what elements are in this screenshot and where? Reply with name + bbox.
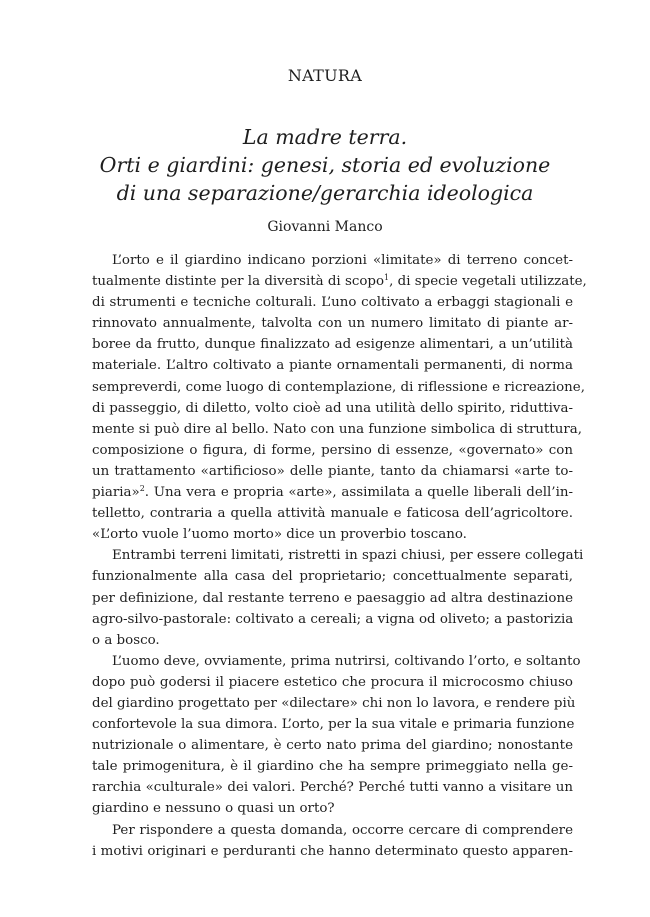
paragraph-3 <box>92 651 581 820</box>
text-line: rinnovato annualmente, talvolta con un numero limitato di piante ar- <box>92 316 573 332</box>
text-line: piaria»$^2$. Una vera e propria «arte», assimilata a quelle liberali dell’in- <box>92 484 573 501</box>
text-line: agro-silvo-pastorale: coltivato a cereali; a vigna od oliveto; a pastorizia <box>92 611 574 627</box>
text-line: tale primogenitura, è il giardino che ha sempre primeggiato nella ge- <box>92 759 573 775</box>
article-body <box>92 250 587 862</box>
text-line: telletto, contraria a quella attività manuale e faticosa dell’agricoltore. <box>92 506 573 522</box>
text-line: giardino e nessuno o quasi un orto? <box>92 801 335 817</box>
text-line: L’uomo deve, ovviamente, prima nutrirsi, coltivando l’orto, e soltanto <box>112 653 581 669</box>
text-line: materiale. L’altro coltivato a piante ornamentali permanenti, di norma <box>92 358 573 374</box>
footnote-marker[interactable]: 2 <box>139 484 145 494</box>
text-line: boree da frutto, dunque finalizzato ad esigenze alimentari, a un’utilità <box>92 337 573 353</box>
text-line: composizione o figura, di forme, persino di essenze, «governato» con <box>92 442 573 458</box>
title-line-2: Orti e giardini: genesi, storia ed evoluzione <box>99 153 551 177</box>
section-header: NATURA <box>287 66 363 85</box>
text-line: L’orto e il giardino indicano porzioni «limitate» di terreno concet- <box>112 253 573 268</box>
text-line: o a bosco. <box>92 632 160 648</box>
text-line: mente si può dire al bello. Nato con una funzione simbolica di struttura, <box>92 421 583 437</box>
text-line: di strumenti e tecniche colturali. L’uno coltivato a erbaggi stagionali e <box>92 295 573 311</box>
text-line: funzionalmente alla casa del proprietario; concettualmente separati, <box>92 569 573 585</box>
footnote-marker[interactable]: 1 <box>384 273 390 283</box>
text-line: Entrambi terreni limitati, ristretti in spazi chiusi, per essere collegati <box>112 548 584 564</box>
text-line: «L’orto vuole l’uomo morto» dice un proverbio toscano. <box>92 527 467 543</box>
paragraph-2 <box>92 545 584 650</box>
text-line: di passeggio, di diletto, volto cioè ad una utilità dello spirito, riduttiva- <box>92 400 573 416</box>
text-line: nutrizionale o alimentare, è certo nato prima del giardino; nonostante <box>92 738 573 754</box>
text-line: per definizione, dal restante terreno e paesaggio ad altra destinazione <box>92 590 573 606</box>
title-line-3: di una separazione/gerarchia ideologica <box>116 181 534 205</box>
paragraph-4 <box>92 820 573 862</box>
text-line: rarchia «culturale» dei valori. Perché? Perché tutti vanno a visitare un <box>92 780 573 796</box>
text-line: confortevole la sua dimora. L’orto, per la sua vitale e primaria funzione <box>92 717 575 733</box>
text-line: Per rispondere a questa domanda, occorre cercare di comprendere <box>112 822 573 838</box>
article-title <box>0 123 650 207</box>
text-line: tualmente distinte per la diversità di scopo$^1$, di specie vegetali utilizzate, <box>92 273 587 290</box>
text-line: un trattamento «artificioso» delle piante, tanto da chiamarsi «arte to- <box>92 463 573 479</box>
text-line: i motivi originari e perduranti che hanno determinato questo apparen- <box>92 843 573 859</box>
text-line: sempreverdi, come luogo di contemplazione, di riflessione e ricreazione, <box>92 379 585 395</box>
paragraph-1 <box>92 250 587 545</box>
text-line: dopo può godersi il piacere estetico che procura il microcosmo chiuso <box>92 674 573 690</box>
author-name: Giovanni Manco <box>267 219 383 235</box>
title-line-1: La madre terra. <box>242 125 408 149</box>
text-line: del giardino progettato per «dilectare» chi non lo lavora, e rendere più <box>92 695 576 711</box>
